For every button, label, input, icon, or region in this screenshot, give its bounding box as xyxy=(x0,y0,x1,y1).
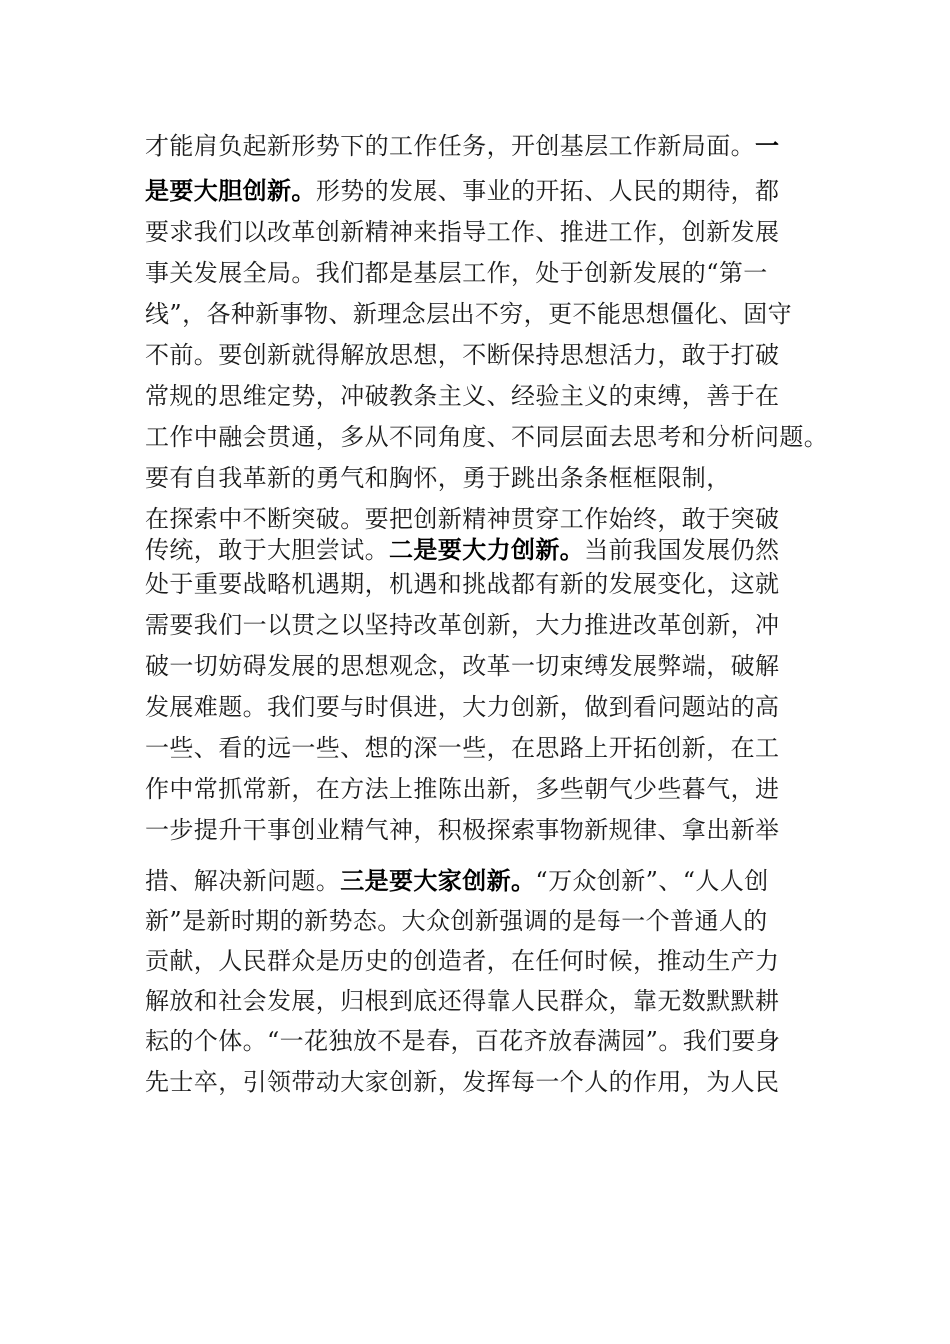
body-text: 贡献，人民群众是历史的创造者，在任何时候，推动生产力 xyxy=(145,947,780,975)
paragraph-line xyxy=(145,1067,779,1097)
bold-heading-text: 是要大胆创新。 xyxy=(145,177,316,205)
paragraph-line xyxy=(145,610,779,640)
body-text: 处于重要战略机遇期，机遇和挑战都有新的发展变化，这就 xyxy=(145,570,780,598)
paragraph-line xyxy=(145,692,779,722)
paragraph-line xyxy=(145,299,792,329)
paragraph-line xyxy=(145,1026,780,1056)
paragraph-line xyxy=(145,815,779,845)
body-text: 解放和社会发展，归根到底还得靠人民群众，靠无数默默耕 xyxy=(145,987,780,1015)
bold-heading-text: 一 xyxy=(755,132,780,160)
body-text: 作中常抓常新，在方法上推陈出新，多些朝气少些暮气，进 xyxy=(145,775,780,803)
body-text: 线”，各种新事物、新理念层出不穷，更不能思想僵化、固守 xyxy=(145,300,793,328)
paragraph-line xyxy=(145,651,779,681)
body-text: “万众创新”、“人人创 xyxy=(535,867,769,895)
bold-heading-text: 二是要大力创新。 xyxy=(389,536,585,564)
body-text: 发展难题。我们要与时俱进，大力创新，做到看问题站的高 xyxy=(145,693,780,721)
paragraph-line xyxy=(145,986,779,1016)
paragraph-line xyxy=(145,569,779,599)
body-text: 工作中融会贯通，多从不同角度、不同层面去思考和分析问题。 xyxy=(145,423,829,451)
paragraph-line xyxy=(145,381,779,411)
body-text: 才能肩负起新形势下的工作任务，开创基层工作新局面。 xyxy=(145,132,755,160)
bold-heading-text: 三是要大家创新。 xyxy=(340,867,536,895)
paragraph-line xyxy=(145,340,779,370)
paragraph-line xyxy=(145,131,779,161)
body-text: 破一切妨碍发展的思想观念，改革一切束缚发展弊端，破解 xyxy=(145,652,780,680)
body-text: 当前我国发展仍然 xyxy=(584,536,780,564)
body-text: 耘的个体。“一花独放不是春，百花齐放春满园”。我们要身 xyxy=(145,1027,781,1055)
paragraph-line xyxy=(145,217,779,247)
paragraph-line xyxy=(145,258,768,288)
body-text: 事关发展全局。我们都是基层工作，处于创新发展的“第一 xyxy=(145,259,768,287)
paragraph-line xyxy=(145,774,779,804)
body-text: 新”是新时期的新势态。大众创新强调的是每一个普通人的 xyxy=(145,907,768,935)
body-text: 需要我们一以贯之以坚持改革创新，大力推进改革创新，冲 xyxy=(145,611,780,639)
paragraph-line xyxy=(145,422,828,452)
paragraph-line xyxy=(145,946,779,976)
body-text: 一些、看的远一些、想的深一些，在思路上开拓创新，在工 xyxy=(145,734,780,762)
body-text: 不前。要创新就得解放思想，不断保持思想活力，敢于打破 xyxy=(145,341,780,369)
body-text: 一步提升干事创业精气神，积极探索事物新规律、拿出新举 xyxy=(145,816,780,844)
paragraph-line xyxy=(145,504,779,534)
body-text: 要求我们以改革创新精神来指导工作、推进工作，创新发展 xyxy=(145,218,780,246)
paragraph-line xyxy=(145,463,731,493)
body-text: 要有自我革新的勇气和胸怀，勇于跳出条条框框限制， xyxy=(145,464,731,492)
paragraph-line xyxy=(145,176,779,206)
body-text: 形势的发展、事业的开拓、人民的期待，都 xyxy=(315,177,780,205)
body-text: 传统，敢于大胆尝试。 xyxy=(145,536,389,564)
paragraph-line xyxy=(145,866,769,896)
body-text: 在探索中不断突破。要把创新精神贯穿工作始终，敢于突破 xyxy=(145,505,780,533)
body-text: 措、解决新问题。 xyxy=(145,867,341,895)
body-text: 先士卒，引领带动大家创新，发挥每一个人的作用，为人民 xyxy=(145,1068,780,1096)
body-text: 常规的思维定势，冲破教条主义、经验主义的束缚，善于在 xyxy=(145,382,780,410)
paragraph-line xyxy=(145,733,779,763)
paragraph-line xyxy=(145,906,768,936)
paragraph-line xyxy=(145,535,779,565)
